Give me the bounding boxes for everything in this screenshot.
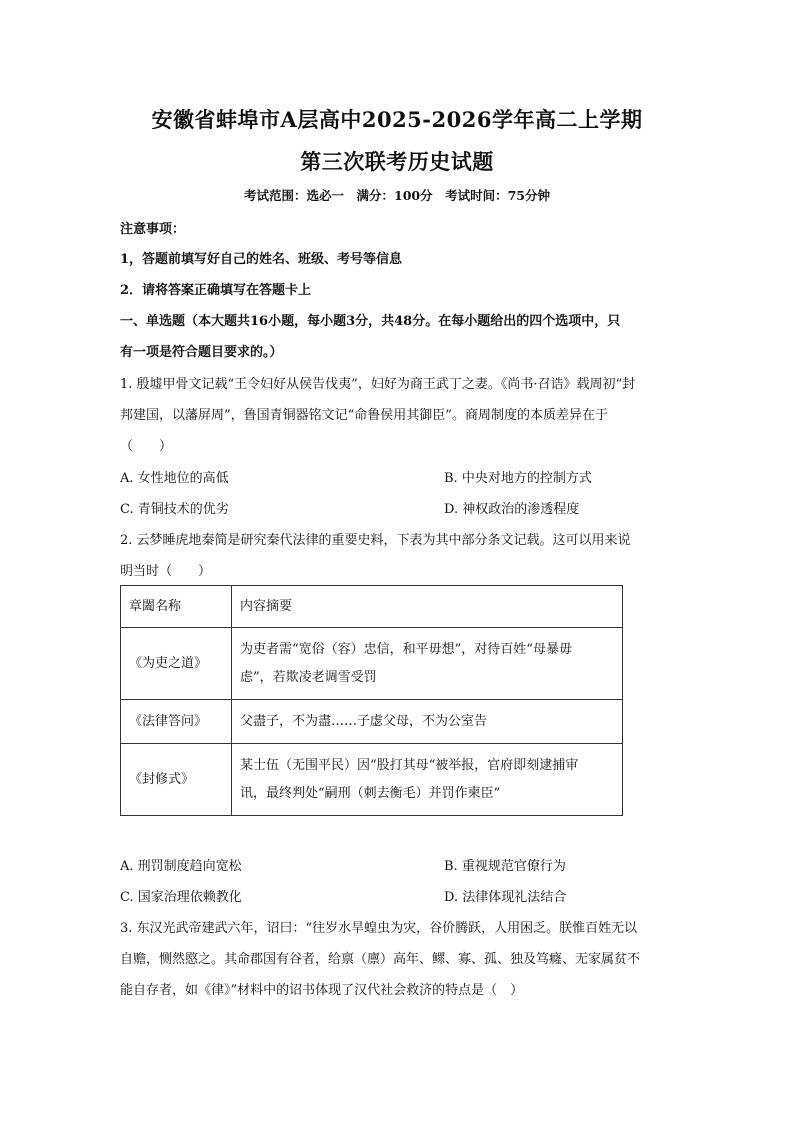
qin-law-table <box>120 585 623 816</box>
notice-heading: 注意事项： <box>120 222 186 237</box>
table-cell-line: 讯，最终判处“嗣刑（刺去衡毛）并罚作柬臣” <box>240 785 501 801</box>
exam-title-line2: 第三次联考历史试题 <box>300 149 494 174</box>
notice-item-1: 1，答题前填写好自己的姓名、班级、考号等信息 <box>120 252 403 267</box>
table-cell-chapter: 《封修式》 <box>121 744 232 816</box>
table-header-cell: 内容摘要 <box>232 586 623 628</box>
table-cell-chapter: 《为吏之道》 <box>121 628 232 700</box>
section-heading-cont: 有一项是符合题目要求的。） <box>120 345 283 360</box>
question-2-option-c: C. 国家治理依赖教化 <box>120 890 242 905</box>
table-cell-line: 为吏者需“宽俗（容）忠信，和平毋想”，对待百姓“母暴毋 <box>240 641 572 657</box>
question-1-text-cont: 邦建国，以藩屏周”，鲁国青铜器铭文记“命鲁侯用其御臣”。商周制度的本质差异在于 <box>120 408 608 423</box>
exam-title-line1: 安徽省蚌埠市A层高中2025-2026学年高二上学期 <box>151 107 643 132</box>
table-cell-summary: 父盡子，不为盡……子虙父母，不为公室告 <box>232 700 623 744</box>
question-1-option-d: D. 神权政治的渗透程度 <box>444 502 580 517</box>
question-1-text: 1. 殷墟甲骨文记载“王令妇好从侯告伐夷”，妇好为商王武丁之妻。《尚书·召诰》载周初“封 <box>120 377 636 392</box>
notice-item-2: 2．请将答案正确填写在答题卡上 <box>120 283 312 298</box>
question-1-option-b: B. 中央对地方的控制方式 <box>444 471 592 486</box>
table-cell-summary <box>232 628 623 700</box>
question-3-text-cont: 自赡，恻然愍之。其命郡国有谷者，给禀（廪）高年、鳏、寡、孤、独及笃癃、无家属贫不 <box>120 952 641 967</box>
question-2-option-d: D. 法律体现礼法结合 <box>444 890 567 905</box>
question-2-text: 2. 云梦睡虎地秦简是研究秦代法律的重要史料，下表为其中部分条文记载。这可以用来说 <box>120 533 631 548</box>
question-1-option-c: C. 青铜技术的优劣 <box>120 502 229 517</box>
table-cell-chapter: 《法律答问》 <box>121 700 232 744</box>
table-header-row <box>121 586 623 628</box>
question-2-option-a: A. 刑罚制度趋向宽松 <box>120 859 242 874</box>
exam-meta: 考试范围：选必一 满分：100分 考试时间：75分钟 <box>244 188 550 203</box>
question-3-text: 3. 东汉光武帝建武六年，诏曰：“往岁水旱蝗虫为灾，谷价腾跃，人用困乏。朕惟百姓无以 <box>120 921 638 936</box>
table-header-cell: 章闔名称 <box>121 586 232 628</box>
question-1-option-a: A. 女性地位的高低 <box>120 471 229 486</box>
table-row <box>121 700 623 744</box>
table-row <box>121 628 623 700</box>
question-2-option-b: B. 重视规范官僚行为 <box>444 859 566 874</box>
table-cell-line: 某士伍（无围平民）因“股打其母“被举报，官府即刻逮捕审 <box>240 757 579 773</box>
question-2-text-cont: 明当时（ ） <box>120 564 212 579</box>
table-cell-summary <box>232 744 623 816</box>
table-row <box>121 744 623 816</box>
question-1-blank: （ ） <box>120 439 173 454</box>
question-3-text-cont: 能自存者，如《律》”材料中的诏书体现了汉代社会救济的特点是（ ） <box>120 983 524 998</box>
table-cell-line: 虑”，若欺凌老调雪受罚 <box>240 669 377 685</box>
section-heading: 一、单选题（本大题共16小题，每小题3分，共48分。在每小题给出的四个选项中，只 <box>120 314 621 329</box>
